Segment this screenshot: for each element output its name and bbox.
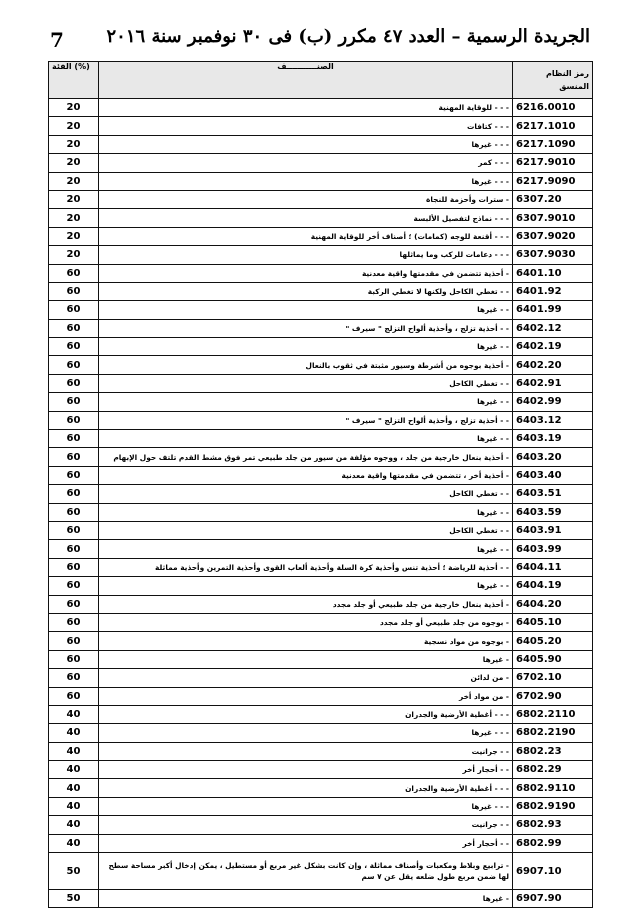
description-cell: - أحذية بنعال خارجية من جلد طبيعي أو جلد مجدد xyxy=(99,595,513,613)
hs-code-cell: 6402.12 xyxy=(513,319,593,337)
table-row xyxy=(49,834,593,852)
rate-cell: 20 xyxy=(49,209,99,227)
table-row xyxy=(49,742,593,760)
description-cell: - - جرانيت xyxy=(99,816,513,834)
table-row xyxy=(49,797,593,815)
hs-code-cell: 6802.2110 xyxy=(513,705,593,723)
hs-code-cell: 6307.9020 xyxy=(513,227,593,245)
description-cell: - - تغطي الكاحل xyxy=(99,521,513,539)
table-row xyxy=(49,374,593,392)
hs-code-cell: 6802.9110 xyxy=(513,779,593,797)
table-row xyxy=(49,338,593,356)
rate-cell: 60 xyxy=(49,540,99,558)
gazette-title: الجريدة الرسمية – العدد ٤٧ مكرر (ب) فى ٣٠ نوفمبر سنة ٢٠١٦ xyxy=(106,26,590,47)
page-number: 7 xyxy=(50,28,64,52)
hs-code-cell: 6404.11 xyxy=(513,558,593,576)
table-body xyxy=(49,99,593,908)
table-row xyxy=(49,172,593,190)
hs-code-cell: 6405.10 xyxy=(513,613,593,631)
table-row xyxy=(49,503,593,521)
table-row xyxy=(49,393,593,411)
description-cell: - - أحجار أخر xyxy=(99,834,513,852)
table-row xyxy=(49,430,593,448)
table-row xyxy=(49,411,593,429)
hs-code-cell: 6404.19 xyxy=(513,577,593,595)
description-cell: - أحذية أخر ، تتضمن في مقدمتها واقية معدنية xyxy=(99,466,513,484)
description-cell: - - - أقنعة للوجه (كمامات) ؛ أصناف أخر للوقاية المهنية xyxy=(99,227,513,245)
description-cell: - - غيرها xyxy=(99,301,513,319)
hs-code-cell: 6402.20 xyxy=(513,356,593,374)
table-row xyxy=(49,190,593,208)
description-cell: - - غيرها xyxy=(99,338,513,356)
table-row xyxy=(49,246,593,264)
rate-cell: 60 xyxy=(49,632,99,650)
description-cell: - سترات وأحزمة للنجاة xyxy=(99,190,513,208)
description-cell: - من مواد أخر xyxy=(99,687,513,705)
hs-code-cell: 6405.90 xyxy=(513,650,593,668)
rate-cell: 60 xyxy=(49,338,99,356)
rate-cell: 60 xyxy=(49,430,99,448)
rate-cell: 60 xyxy=(49,264,99,282)
rate-cell: 60 xyxy=(49,374,99,392)
rate-cell: 40 xyxy=(49,724,99,742)
description-cell: - - - غيرها xyxy=(99,172,513,190)
rate-cell: 20 xyxy=(49,172,99,190)
description-cell: - - غيرها xyxy=(99,540,513,558)
description-cell: - - غيرها xyxy=(99,577,513,595)
rate-cell: 20 xyxy=(49,246,99,264)
table-row xyxy=(49,705,593,723)
hs-code-cell: 6802.29 xyxy=(513,761,593,779)
table-row xyxy=(49,669,593,687)
description-cell: - أحذية تتضمن في مقدمتها واقية معدنية xyxy=(99,264,513,282)
rate-cell: 60 xyxy=(49,411,99,429)
table-row xyxy=(49,227,593,245)
hs-code-cell: 6402.19 xyxy=(513,338,593,356)
rate-cell: 60 xyxy=(49,521,99,539)
hs-code-cell: 6307.9030 xyxy=(513,246,593,264)
rate-cell: 20 xyxy=(49,99,99,117)
hs-code-cell: 6217.1090 xyxy=(513,135,593,153)
page-header xyxy=(50,26,590,56)
hs-code-cell: 6403.99 xyxy=(513,540,593,558)
description-cell: - بوجوه من مواد نسجية xyxy=(99,632,513,650)
description-cell: - - جرانيت xyxy=(99,742,513,760)
hs-code-cell: 6402.91 xyxy=(513,374,593,392)
description-cell: - ترابيع وبلاط ومكعبات وأصناف مماثلة ، وإن كانت بشكل غير مربع أو مستطيل ، يمكن إدخال أكبر مساحة سطح لها ضمن مربع طول ضلعه يقل عن ٧ سم xyxy=(99,853,513,890)
rate-cell: 60 xyxy=(49,577,99,595)
table-row xyxy=(49,779,593,797)
hs-code-cell: 6307.20 xyxy=(513,190,593,208)
description-cell: - - غيرها xyxy=(99,430,513,448)
table-row xyxy=(49,99,593,117)
rate-cell: 60 xyxy=(49,356,99,374)
table-row xyxy=(49,301,593,319)
hs-code-cell: 6907.10 xyxy=(513,853,593,890)
description-cell: - غيرها xyxy=(99,650,513,668)
description-cell: - - أحذية تزلج ، وأحذية ألواح التزلج " سيرف " xyxy=(99,411,513,429)
description-cell: - - - للوقاية المهنية xyxy=(99,99,513,117)
hs-code-cell: 6802.2190 xyxy=(513,724,593,742)
hs-code-cell: 6216.0010 xyxy=(513,99,593,117)
rate-cell: 40 xyxy=(49,779,99,797)
description-cell: - - - نماذج لتفصيل الألبسة xyxy=(99,209,513,227)
table-row xyxy=(49,264,593,282)
description-cell: - - - غيرها xyxy=(99,724,513,742)
rate-cell: 60 xyxy=(49,319,99,337)
column-header-rate: الفئة (%) xyxy=(49,62,99,99)
table-row xyxy=(49,135,593,153)
hs-code-cell: 6403.91 xyxy=(513,521,593,539)
table-row xyxy=(49,154,593,172)
table-row xyxy=(49,521,593,539)
hs-code-cell: 6403.12 xyxy=(513,411,593,429)
rate-cell: 60 xyxy=(49,669,99,687)
description-cell: - - تغطي الكاحل xyxy=(99,485,513,503)
rate-cell: 60 xyxy=(49,687,99,705)
hs-code-cell: 6403.59 xyxy=(513,503,593,521)
table-row xyxy=(49,485,593,503)
column-header-code-line1: رمز النظام xyxy=(546,69,589,78)
hs-code-cell: 6403.19 xyxy=(513,430,593,448)
rate-cell: 40 xyxy=(49,834,99,852)
rate-cell: 20 xyxy=(49,190,99,208)
rate-cell: 60 xyxy=(49,503,99,521)
description-cell: - - - أغطية الأرضية والجدران xyxy=(99,705,513,723)
rate-cell: 40 xyxy=(49,742,99,760)
description-cell: - - تغطي الكاحل ولكنها لا تغطي الركبة xyxy=(99,282,513,300)
description-cell: - - غيرها xyxy=(99,503,513,521)
rate-cell: 60 xyxy=(49,558,99,576)
description-cell: - - - كتافات xyxy=(99,117,513,135)
hs-code-cell: 6802.99 xyxy=(513,834,593,852)
rate-cell: 60 xyxy=(49,595,99,613)
table-row xyxy=(49,650,593,668)
table-row xyxy=(49,540,593,558)
hs-code-cell: 6404.20 xyxy=(513,595,593,613)
hs-code-cell: 6217.1010 xyxy=(513,117,593,135)
table-row xyxy=(49,761,593,779)
hs-code-cell: 6802.23 xyxy=(513,742,593,760)
description-cell: - - أحذية للرياضة ؛ أحذية تنس وأحذية كرة السلة وأحذية ألعاب القوى وأحذية التمرين وأحذية مماثلة xyxy=(99,558,513,576)
table-row xyxy=(49,558,593,576)
description-cell: - - أحذية تزلج ، وأحذية ألواح التزلج " سيرف " xyxy=(99,319,513,337)
description-cell: - - - غيرها xyxy=(99,135,513,153)
column-header-description: الصنـــــــــــف xyxy=(99,62,513,99)
rate-cell: 20 xyxy=(49,154,99,172)
description-cell: - بوجوه من جلد طبيعي أو جلد مجدد xyxy=(99,613,513,631)
hs-code-cell: 6802.9190 xyxy=(513,797,593,815)
table-row xyxy=(49,890,593,908)
table-row xyxy=(49,466,593,484)
description-cell: - - أحجار أخر xyxy=(99,761,513,779)
rate-cell: 60 xyxy=(49,448,99,466)
rate-cell: 60 xyxy=(49,650,99,668)
hs-code-cell: 6402.99 xyxy=(513,393,593,411)
description-cell: - - - دعامات للركب وما يماثلها xyxy=(99,246,513,264)
hs-code-cell: 6401.10 xyxy=(513,264,593,282)
hs-code-cell: 6403.51 xyxy=(513,485,593,503)
table-row xyxy=(49,282,593,300)
hs-code-cell: 6702.90 xyxy=(513,687,593,705)
hs-code-cell: 6907.90 xyxy=(513,890,593,908)
rate-cell: 50 xyxy=(49,853,99,890)
rate-cell: 40 xyxy=(49,705,99,723)
hs-code-cell: 6401.99 xyxy=(513,301,593,319)
rate-cell: 50 xyxy=(49,890,99,908)
description-cell: - أحذية بوجوه من أشرطة وسيور مثبتة في ثقوب بالنعال xyxy=(99,356,513,374)
table-row xyxy=(49,319,593,337)
hs-code-cell: 6403.20 xyxy=(513,448,593,466)
table-row xyxy=(49,448,593,466)
table-row xyxy=(49,632,593,650)
rate-cell: 20 xyxy=(49,135,99,153)
rate-cell: 40 xyxy=(49,816,99,834)
description-cell: - - غيرها xyxy=(99,393,513,411)
hs-code-cell: 6217.9010 xyxy=(513,154,593,172)
hs-code-cell: 6401.92 xyxy=(513,282,593,300)
description-cell: - - تغطي الكاحل xyxy=(99,374,513,392)
table-row xyxy=(49,117,593,135)
rate-cell: 60 xyxy=(49,282,99,300)
rate-cell: 20 xyxy=(49,227,99,245)
description-cell: - من لدائن xyxy=(99,669,513,687)
table-row xyxy=(49,724,593,742)
rate-cell: 20 xyxy=(49,117,99,135)
hs-code-cell: 6403.40 xyxy=(513,466,593,484)
rate-cell: 40 xyxy=(49,797,99,815)
rate-cell: 60 xyxy=(49,301,99,319)
table-row xyxy=(49,816,593,834)
rate-cell: 60 xyxy=(49,485,99,503)
hs-code-cell: 6702.10 xyxy=(513,669,593,687)
description-cell: - أحذية بنعال خارجية من جلد ، ووجوه مؤلفة من سيور من جلد طبيعي تمر فوق مشط القدم تلتف حول الإبهام xyxy=(99,448,513,466)
description-cell: - - - غيرها xyxy=(99,797,513,815)
column-header-code xyxy=(513,62,593,99)
rate-cell: 60 xyxy=(49,393,99,411)
table-row xyxy=(49,853,593,890)
table-header-row xyxy=(49,62,593,99)
table-row xyxy=(49,595,593,613)
rate-cell: 60 xyxy=(49,466,99,484)
tariff-table xyxy=(48,61,593,908)
rate-cell: 40 xyxy=(49,761,99,779)
table-row xyxy=(49,613,593,631)
description-cell: - - - أغطية الأرضية والجدران xyxy=(99,779,513,797)
description-cell: - غيرها xyxy=(99,890,513,908)
table-row xyxy=(49,209,593,227)
column-header-code-line2: المنسق xyxy=(559,82,589,91)
table-row xyxy=(49,687,593,705)
hs-code-cell: 6307.9010 xyxy=(513,209,593,227)
hs-code-cell: 6802.93 xyxy=(513,816,593,834)
hs-code-cell: 6405.20 xyxy=(513,632,593,650)
description-cell: - - - كمر xyxy=(99,154,513,172)
table-row xyxy=(49,356,593,374)
table-row xyxy=(49,577,593,595)
hs-code-cell: 6217.9090 xyxy=(513,172,593,190)
rate-cell: 60 xyxy=(49,613,99,631)
